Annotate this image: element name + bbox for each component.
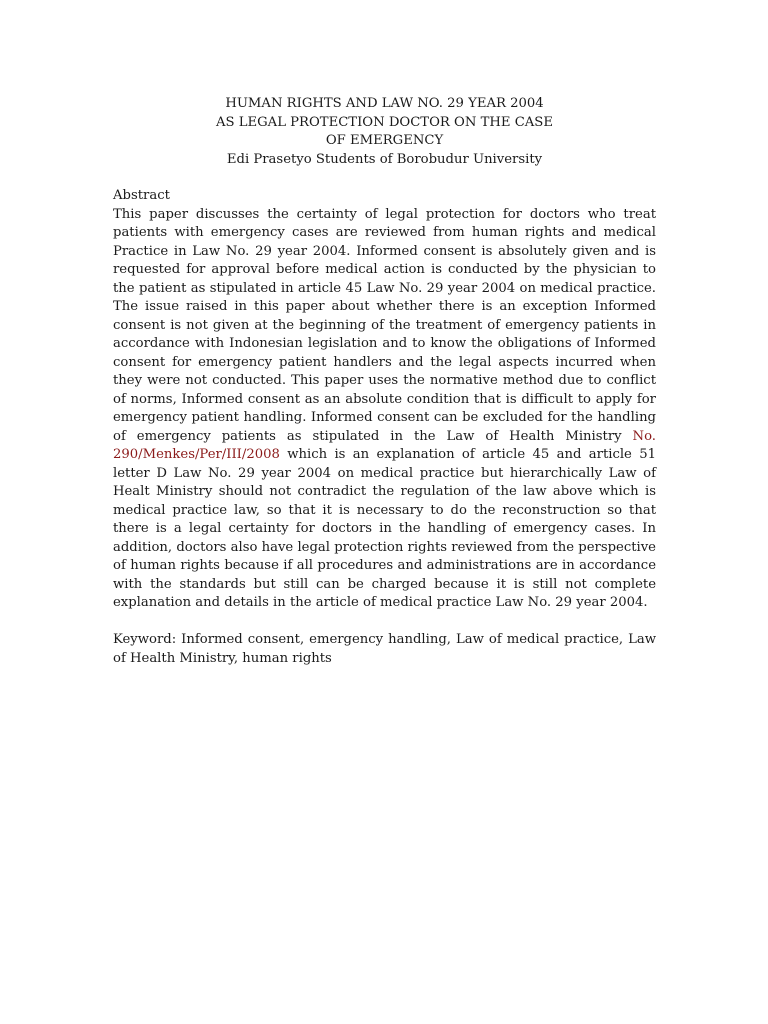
abstract-text-part-1: This paper discusses the certainty of legal protection for doctors who treat patients with emergency cases are reviewed from human rights and medical Practice in Law No. 29 year 2004. Informed consent is absolutely given and is requested for approval before medical action is conducted by the physician to the patient as stipulated in article 45 Law No. 29 year 2004 on medical practice. The issue raised in this paper about whether there is an exception Informed consent is not given at the beginning of the treatment of emergency patients in accordance with Indonesian legislation and to know the obligations of Informed consent for emergency patient handlers and the legal aspects incurred when they were not conducted. This paper uses the normative method due to conflict of norms, Informed consent as an absolute condition that is difficult to apply for emergency patient handling. Informed consent can be excluded for the handling of emergency patients as stipulated in the Law of Health Ministry	[113, 206, 656, 444]
abstract-body	[113, 206, 656, 613]
abstract-text-part-2: which is an explanation of article 45 and article 51 letter D Law No. 29 year 2004 on medical practice but hierarchically Law of Healt Ministry should not contradict the regulation of the law above which is medical practice law, so that it is necessary to do the reconstruction so that there is a legal certainty for doctors in the handling of emergency cases. In addition, doctors also have legal protection rights reviewed from the perspective of human rights because if all procedures and administrations are in accordance with the standards but still can be charged because it is still not complete explanation and details in the article of medical practice Law No. 29 year 2004.	[113, 447, 656, 610]
keywords: Keyword: Informed consent, emergency handling, Law of medical practice, Law of Health Ministry, human rights	[113, 632, 656, 666]
title-block	[113, 95, 656, 169]
regulation-reference-link[interactable]: No. 290/Menkes/Per/III/2008	[113, 428, 656, 462]
abstract-heading: Abstract	[113, 188, 170, 203]
paper-page	[113, 95, 656, 668]
title-line-1: HUMAN RIGHTS AND LAW NO. 29 YEAR 2004	[225, 96, 544, 111]
title-line-2: AS LEGAL PROTECTION DOCTOR ON THE CASE	[216, 114, 553, 130]
author-line: Edi Prasetyo Students of Borobudur University	[226, 151, 543, 167]
title-line-3: OF EMERGENCY	[325, 133, 444, 148]
